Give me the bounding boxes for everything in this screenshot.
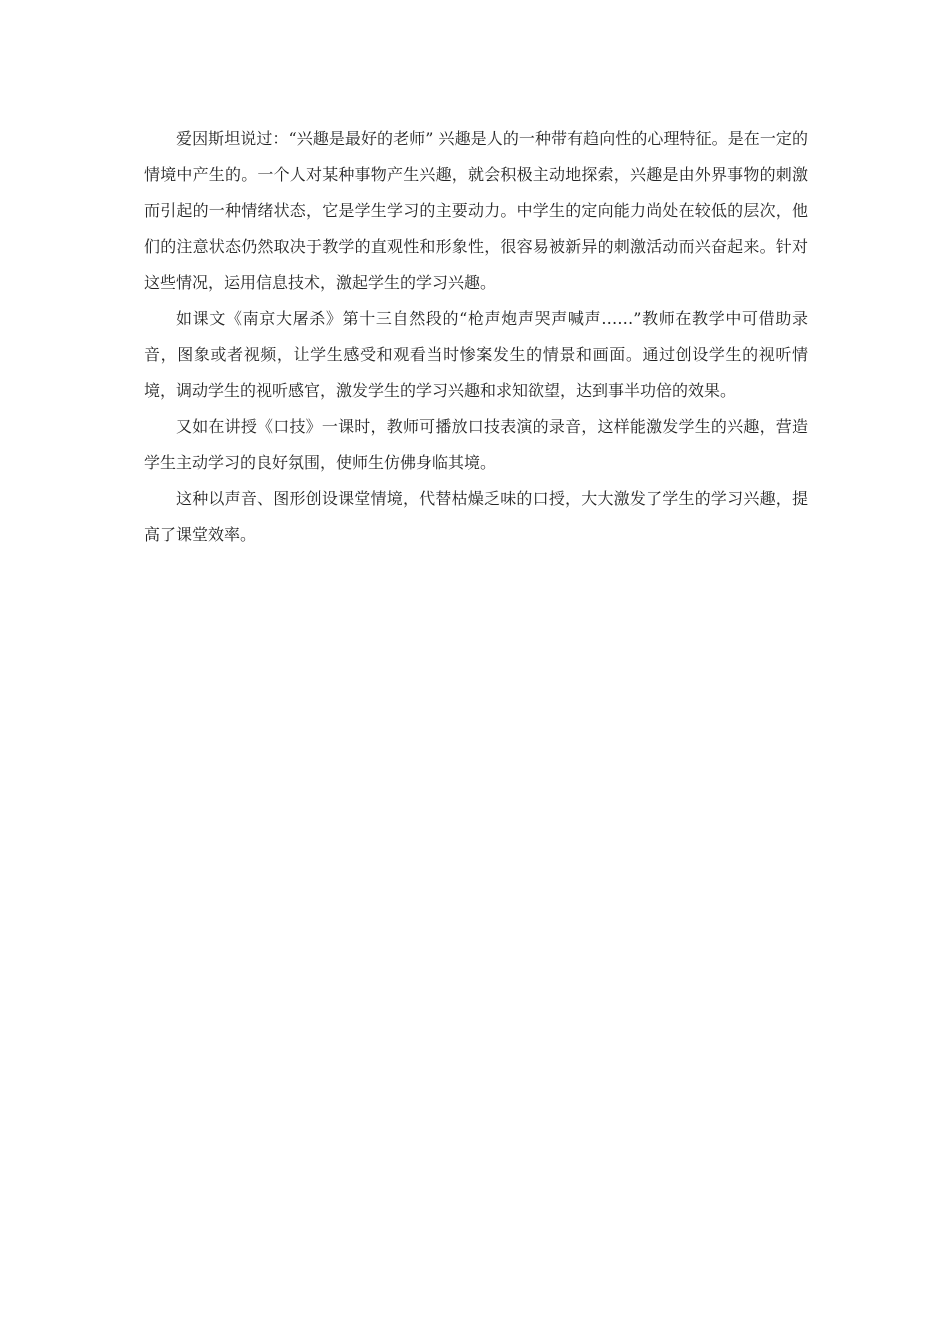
- paragraph-kouji-example: 又如在讲授《口技》一课时，教师可播放口技表演的录音，这样能激发学生的兴趣，营造学生主动学习的良好氛围，使师生仿佛身临其境。: [144, 417, 808, 472]
- paragraph-nanjing-example: 如课文《南京大屠杀》第十三自然段的“枪声炮声哭声喊声……”教师在教学中可借助录音，图象或者视频，让学生感受和观看当时惨案发生的情景和画面。通过创设学生的视听情境，调动学生的视听感官，激发学生的学习兴趣和求知欲望，达到事半功倍的效果。: [144, 309, 808, 400]
- paragraph-conclusion: 这种以声音、图形创设课堂情境，代替枯燥乏味的口授，大大激发了学生的学习兴趣，提高了课堂效率。: [144, 489, 808, 544]
- paragraph-interest-teacher: 爱因斯坦说过：“兴趣是最好的老师” 兴趣是人的一种带有趋向性的心理特征。是在一定的情境中产生的。一个人对某种事物产生兴趣，就会积极主动地探索，兴趣是由外界事物的刺激而引起的一种情绪状态，它是学生学习的主要动力。中学生的定向能力尚处在较低的层次，他们的注意状态仍然取决于教学的直观性和形象性，很容易被新异的刺激活动而兴奋起来。针对这些情况，运用信息技术，激起学生的学习兴趣。: [144, 129, 808, 292]
- document-body: [144, 121, 808, 553]
